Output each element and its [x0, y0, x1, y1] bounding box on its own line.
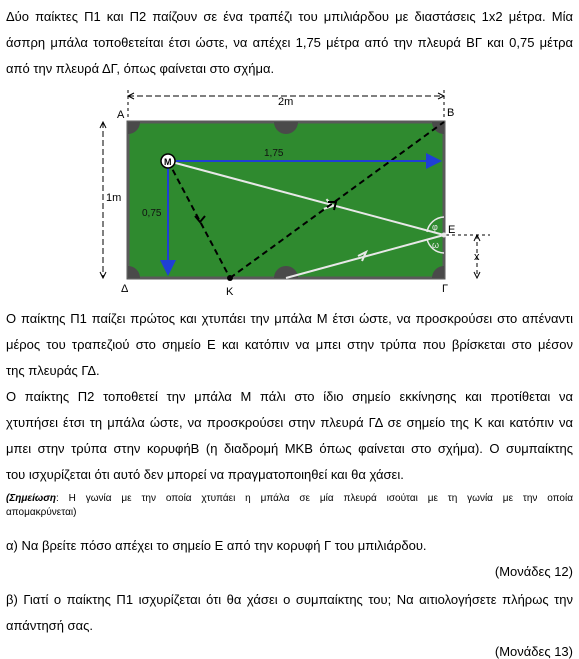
point-e-label: Ε: [448, 224, 456, 236]
vertex-d-label: Δ: [121, 283, 129, 295]
intro-line: από την πλευρά ΔΓ, όπως φαίνεται στο σχήμα.: [6, 61, 275, 76]
p1-paragraph: [6, 306, 573, 384]
point-e-marker: [442, 233, 447, 238]
question-b-line: β) Γιατί ο παίκτης Π1 ισχυρίζεται ότι θα χάσει ο συμπαίκτης του; Να αιτιολογήσετε πλήρως την: [6, 592, 573, 607]
vertex-b-label: Β: [447, 107, 455, 119]
width-label: 2m: [278, 96, 294, 108]
p1-line: της πλευράς ΓΔ.: [6, 363, 100, 378]
pocket-top-middle: [274, 110, 298, 134]
note-text: : Η γωνία με την οποία χτυπάει η μπάλα σε μία πλευρά ισούται με τη γωνία με την οποία: [56, 493, 573, 504]
note: [6, 492, 573, 520]
billiard-figure: [0, 88, 579, 298]
question-a: [6, 533, 573, 559]
ball-m-label: Μ: [164, 157, 172, 167]
x-label: x: [474, 251, 480, 263]
p1-line: Ο παίκτης Π1 παίζει πρώτος και χτυπάει την μπάλα Μ έτσι ώστε, να προσκρούσει στο απέναντι: [6, 311, 573, 326]
p2-line: μπει στην τρύπα στην κορυφήΒ (η διαδρομή ΜΚΒ όπως φαίνεται στο σχήμα). Ο συμπαίκτης: [6, 441, 573, 456]
question-b-line: απάντησή σας.: [6, 618, 93, 633]
vertex-g-label: Γ: [442, 283, 449, 295]
height-label: 1m: [106, 192, 122, 204]
p2-line: Ο παίκτης Π2 τοποθετεί την μπάλα Μ πάλι στο ίδιο σημείο εκκίνησης και προτίθεται να: [6, 389, 573, 404]
p2-paragraph: [6, 384, 573, 488]
question-b-marks: (Μονάδες 13): [494, 644, 573, 659]
question-b: [6, 587, 573, 639]
omega-label: ω: [432, 240, 440, 250]
intro-paragraph: [6, 4, 573, 82]
point-k-marker: [227, 275, 233, 281]
intro-line: Δύο παίκτες Π1 και Π2 παίζουν σε ένα τραπέζι του μπιλιάρδου με διαστάσεις 1x2 μέτρα. Μία: [6, 9, 573, 24]
p2-line: χτυπήσει έτσι τη μπάλα ώστε, να προσκρούσει στην πλευρά ΓΔ σε σημείο της Κ και κατόπιν να: [6, 415, 573, 430]
vertex-a-label: Α: [117, 109, 125, 121]
p2-line: του ισχυρίζεται ότι αυτό δεν μπορεί να πραγματοποιηθεί και θα χάσει.: [6, 467, 404, 482]
note-text-cont: απομακρύνεται): [6, 507, 77, 518]
phi-label: φ: [432, 222, 438, 232]
point-k-label: Κ: [226, 286, 234, 298]
p1-line: μέρος του τραπεζιού στο σημείο Ε και κατόπιν να μπει στην τρύπα που βρίσκεται στο μέσον: [6, 337, 573, 352]
question-a-text: α) Να βρείτε πόσο απέχει το σημείο Ε από την κορυφή Γ του μπιλιάρδου.: [6, 538, 427, 553]
dist-dg-label: 0,75: [142, 208, 162, 219]
note-label: (Σημείωση: [6, 493, 57, 504]
billiard-table: [128, 122, 444, 278]
dist-bg-label: 1,75: [264, 148, 284, 159]
question-a-marks: (Μονάδες 12): [494, 564, 573, 579]
intro-line: άσπρη μπάλα τοποθετείται έτσι ώστε, να απέχει 1,75 μέτρα από την πλευρά ΒΓ και 0,75 μέτρα: [6, 35, 573, 50]
